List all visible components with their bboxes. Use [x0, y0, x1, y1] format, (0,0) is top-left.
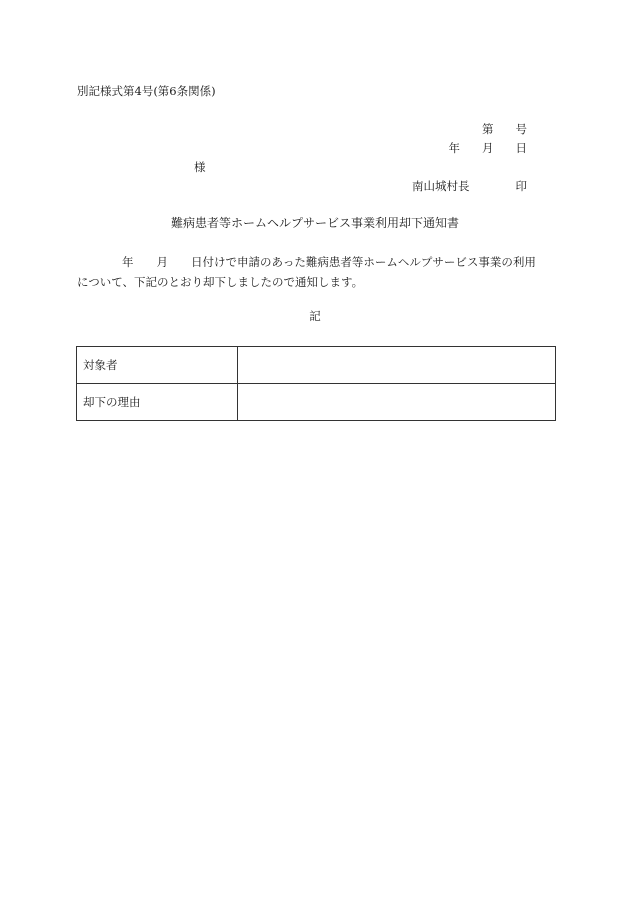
row-label-rejection-reason: 却下の理由: [77, 384, 238, 421]
date-year: 年: [448, 141, 460, 155]
document-title: 難病患者等ホームヘルプサービス事業利用却下通知書: [170, 216, 459, 230]
row-value-target-person: [238, 347, 556, 384]
recipient-suffix: 様: [194, 160, 206, 174]
body-text-line2: について、下記のとおり却下しましたので通知します。: [77, 275, 364, 289]
body-text-line1: 日付けで申請のあった難病患者等ホームヘルプサービス事業の利用: [191, 255, 536, 269]
date-day: 日: [515, 141, 527, 155]
issuer-line: [412, 181, 527, 193]
row-label-target-person: 対象者: [77, 347, 238, 384]
issue-date-line: [449, 143, 528, 155]
issuer-seal: 印: [515, 179, 527, 193]
date-month: 月: [482, 141, 494, 155]
ki-heading: 記: [309, 309, 321, 323]
body-month: 月: [156, 255, 168, 269]
number-go: 号: [515, 122, 527, 136]
detail-table: [76, 346, 556, 421]
body-year: 年: [122, 255, 134, 269]
row-value-rejection-reason: [238, 384, 556, 421]
issuer-name: 南山城村長: [412, 179, 470, 193]
form-label: 別記様式第4号(第6条関係): [77, 84, 216, 98]
table-row: [77, 347, 556, 384]
notice-body: [77, 252, 557, 292]
number-dai: 第: [482, 122, 494, 136]
table-row: [77, 384, 556, 421]
document-number-line: [482, 124, 527, 136]
